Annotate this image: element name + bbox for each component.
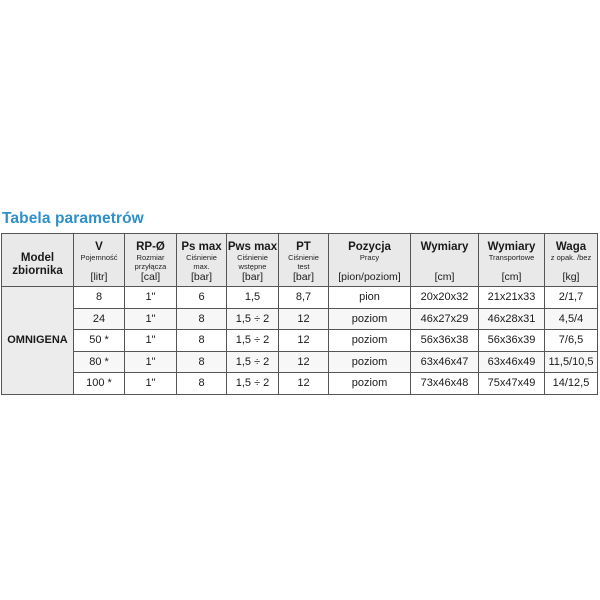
header-label: Wymiary [420, 241, 469, 253]
header-pws-max [227, 234, 279, 287]
header-label: V [95, 241, 103, 253]
header-sub: z opak. /bez [550, 253, 592, 262]
table-row [2, 308, 598, 330]
cell-transport-dimensions: 21x21x33 [479, 287, 545, 309]
cell-ps-max: 8 [177, 351, 227, 373]
header-sub [329, 263, 410, 272]
cell-connection: 1" [125, 287, 177, 309]
cell-volume: 100 * [74, 373, 125, 395]
header-row [2, 234, 598, 287]
table-row [2, 330, 598, 352]
parameters-table [1, 233, 598, 395]
header-unit: [bar] [190, 271, 212, 283]
header-unit: [bar] [292, 271, 314, 283]
header-label: Wymiary [487, 241, 536, 253]
header-sub: Pojemność [80, 253, 118, 262]
cell-position: poziom [329, 373, 411, 395]
header-connection [125, 234, 177, 287]
cell-pws-max: 1,5 ÷ 2 [227, 373, 279, 395]
cell-dimensions: 63x46x47 [411, 351, 479, 373]
header-unit: [cm] [501, 271, 522, 283]
header-sub: wstępne [238, 261, 267, 271]
header-position [329, 234, 411, 287]
cell-weight: 11,5/10,5 [545, 351, 598, 373]
cell-dimensions: 20x20x32 [411, 287, 479, 309]
cell-dimensions: 73x46x48 [411, 373, 479, 395]
header-weight [545, 234, 598, 287]
header-label: Pws max [227, 241, 278, 253]
header-sub: przyłącza [134, 261, 167, 271]
cell-volume: 80 * [74, 351, 125, 373]
cell-transport-dimensions: 63x46x49 [479, 351, 545, 373]
header-label: PT [296, 241, 311, 253]
cell-weight: 2/1,7 [545, 287, 598, 309]
cell-volume: 8 [74, 287, 125, 309]
cell-weight: 14/12,5 [545, 373, 598, 395]
header-pt [279, 234, 329, 287]
cell-transport-dimensions: 56x36x39 [479, 330, 545, 352]
header-sub [479, 263, 544, 272]
header-sub: Rozmiar [136, 253, 165, 262]
header-label: Ps max [181, 241, 222, 253]
header-sub: Ciśnienie [237, 253, 268, 262]
cell-ps-max: 8 [177, 308, 227, 330]
table-row [2, 373, 598, 395]
cell-pt: 12 [279, 373, 329, 395]
cell-dimensions: 56x36x38 [411, 330, 479, 352]
cell-transport-dimensions: 75x47x49 [479, 373, 545, 395]
header-unit: [cal] [140, 271, 161, 283]
cell-ps-max: 6 [177, 287, 227, 309]
cell-ps-max: 8 [177, 373, 227, 395]
cell-volume: 50 * [74, 330, 125, 352]
header-label: Pozycja [348, 241, 391, 253]
header-ps-max [177, 234, 227, 287]
header-sub: test [297, 261, 310, 271]
cell-pt: 12 [279, 330, 329, 352]
header-model-line2: zbiornika [12, 265, 63, 277]
header-model-line1: Model [20, 252, 55, 264]
cell-connection: 1" [125, 308, 177, 330]
cell-position: poziom [329, 308, 411, 330]
cell-pws-max: 1,5 [227, 287, 279, 309]
cell-pws-max: 1,5 ÷ 2 [227, 351, 279, 373]
header-sub: Ciśnienie [186, 253, 217, 262]
header-unit: [kg] [562, 271, 580, 283]
header-unit: [litr] [90, 271, 108, 283]
header-unit: [pion/poziom] [338, 271, 401, 283]
cell-pws-max: 1,5 ÷ 2 [227, 330, 279, 352]
header-sub: Transportowe [488, 253, 535, 262]
cell-position: pion [329, 287, 411, 309]
cell-position: poziom [329, 351, 411, 373]
cell-connection: 1" [125, 373, 177, 395]
header-sub [74, 263, 124, 272]
header-sub: max. [193, 261, 210, 271]
cell-volume: 24 [74, 308, 125, 330]
cell-weight: 4,5/4 [545, 308, 598, 330]
cell-ps-max: 8 [177, 330, 227, 352]
cell-pt: 12 [279, 308, 329, 330]
cell-weight: 7/6,5 [545, 330, 598, 352]
header-label: Waga [555, 241, 587, 253]
header-sub: Pracy [359, 253, 380, 262]
header-sub: Ciśnienie [288, 253, 319, 262]
cell-pt: 8,7 [279, 287, 329, 309]
header-model [2, 234, 74, 287]
table-row [2, 287, 598, 309]
cell-position: poziom [329, 330, 411, 352]
header-sub [545, 263, 597, 272]
header-transport-dimensions [479, 234, 545, 287]
cell-dimensions: 46x27x29 [411, 308, 479, 330]
header-unit: [bar] [241, 271, 263, 283]
cell-pws-max: 1,5 ÷ 2 [227, 308, 279, 330]
cell-connection: 1" [125, 330, 177, 352]
model-name-cell: OMNIGENA [2, 287, 74, 395]
cell-transport-dimensions: 46x28x31 [479, 308, 545, 330]
table-title: Tabela parametrów [2, 210, 144, 227]
cell-connection: 1" [125, 351, 177, 373]
cell-pt: 12 [279, 351, 329, 373]
header-dimensions [411, 234, 479, 287]
header-volume [74, 234, 125, 287]
header-label: RP-Ø [136, 241, 165, 253]
header-sub [411, 263, 478, 272]
table-row [2, 351, 598, 373]
header-unit: [cm] [434, 271, 455, 283]
